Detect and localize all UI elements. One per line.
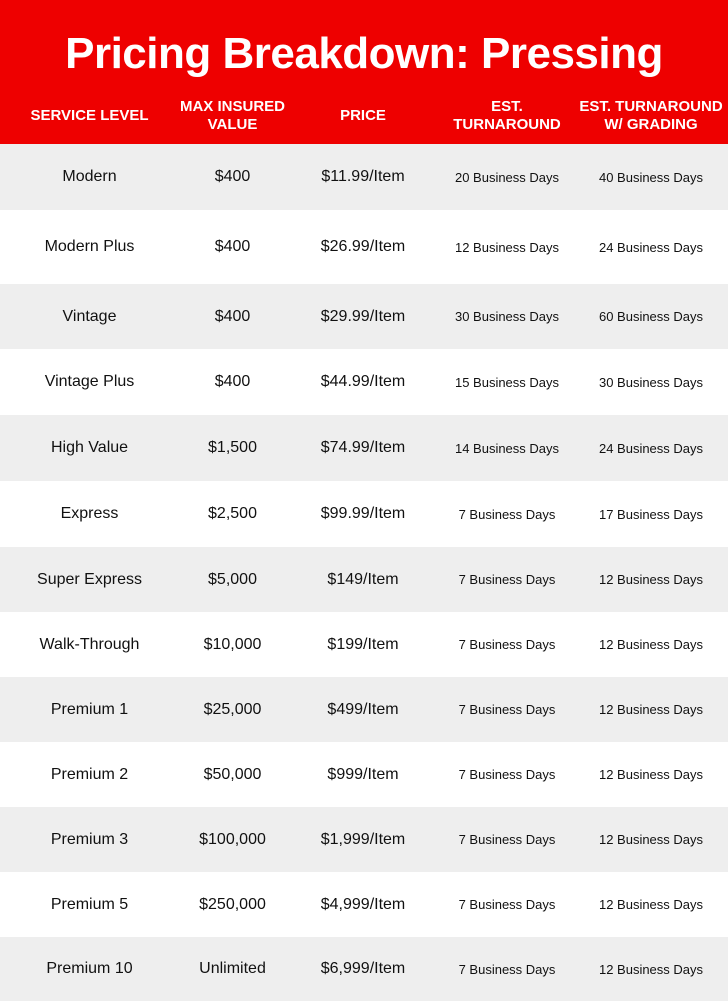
- col-header-max-insured-line2: VALUE: [207, 116, 258, 133]
- cell-est-turnaround-grading: 12 Business Days: [598, 572, 704, 587]
- cell-max-insured-value: $5,000: [208, 570, 257, 588]
- cell-est-turnaround-grading: 40 Business Days: [598, 169, 704, 185]
- cell-service-level: Vintage: [62, 307, 117, 325]
- cell-price: $999/Item: [327, 765, 399, 783]
- cell-est-turnaround-grading: 12 Business Days: [598, 767, 704, 782]
- cell-max-insured-value: $25,000: [203, 700, 262, 718]
- table-row: [0, 415, 728, 481]
- cell-service-level: Walk-Through: [39, 635, 140, 653]
- cell-est-turnaround-grading: 12 Business Days: [598, 961, 704, 977]
- cell-price: $499/Item: [327, 700, 399, 718]
- table-row: [0, 481, 728, 547]
- table-row: [0, 210, 728, 284]
- cell-price: $44.99/Item: [320, 373, 406, 390]
- cell-max-insured-value: $250,000: [199, 895, 266, 913]
- cell-est-turnaround: 15 Business Days: [454, 374, 560, 390]
- cell-service-level: Express: [60, 505, 119, 522]
- col-header-service-level: SERVICE LEVEL: [30, 107, 149, 124]
- cell-service-level: Vintage Plus: [44, 373, 135, 390]
- cell-price: $29.99/Item: [320, 307, 406, 325]
- cell-est-turnaround: 7 Business Days: [458, 961, 556, 977]
- cell-price: $74.99/Item: [320, 439, 406, 456]
- cell-max-insured-value: $1,500: [208, 439, 257, 456]
- cell-est-turnaround-grading: 12 Business Days: [598, 637, 704, 652]
- cell-est-turnaround-grading: 30 Business Days: [598, 374, 704, 390]
- table-row: [0, 612, 728, 677]
- cell-est-turnaround: 7 Business Days: [458, 832, 556, 847]
- cell-est-turnaround: 7 Business Days: [458, 506, 556, 522]
- cell-est-turnaround-grading: 12 Business Days: [598, 702, 704, 717]
- cell-max-insured-value: $400: [214, 307, 251, 325]
- cell-est-turnaround: 7 Business Days: [458, 897, 556, 912]
- cell-price: $149/Item: [327, 570, 399, 588]
- table-header-row: [0, 97, 728, 135]
- col-header-est-turnaround-line2: TURNAROUND: [453, 116, 561, 133]
- cell-service-level: High Value: [50, 439, 129, 456]
- cell-est-turnaround: 7 Business Days: [458, 637, 556, 652]
- header-banner: [0, 0, 728, 144]
- cell-service-level: Premium 3: [50, 830, 129, 848]
- cell-max-insured-value: $400: [214, 168, 251, 185]
- cell-max-insured-value: $100,000: [199, 830, 266, 848]
- cell-est-turnaround-grading: 60 Business Days: [598, 309, 704, 324]
- cell-est-turnaround: 7 Business Days: [458, 702, 556, 717]
- table-row: [0, 284, 728, 349]
- col-header-est-turnaround: [440, 97, 574, 135]
- col-header-est-turnaround-line1: EST.: [491, 98, 523, 115]
- table-row: [0, 742, 728, 807]
- col-header-est-turnaround-grading: [574, 97, 728, 135]
- cell-price: $26.99/Item: [320, 238, 406, 255]
- cell-est-turnaround: 14 Business Days: [454, 440, 560, 456]
- cell-est-turnaround-grading: 24 Business Days: [598, 239, 704, 255]
- page-title: Pricing Breakdown: Pressing: [65, 29, 663, 78]
- cell-est-turnaround-grading: 12 Business Days: [598, 832, 704, 847]
- cell-est-turnaround: 7 Business Days: [458, 767, 556, 782]
- pricing-table-body: [0, 144, 728, 1001]
- col-header-max-insured-line1: MAX INSURED: [179, 98, 285, 115]
- cell-max-insured-value: $400: [214, 238, 251, 255]
- cell-service-level: Modern: [62, 168, 117, 185]
- cell-est-turnaround: 7 Business Days: [458, 572, 556, 587]
- cell-max-insured-value: $400: [214, 373, 251, 390]
- cell-service-level: Super Express: [37, 570, 142, 588]
- col-header-est-grading-line1: EST. TURNAROUND: [579, 98, 723, 115]
- cell-est-turnaround-grading: 17 Business Days: [598, 506, 704, 522]
- cell-price: $99.99/Item: [320, 505, 406, 522]
- cell-price: $11.99/Item: [321, 168, 405, 185]
- col-header-max-insured-value: [179, 97, 286, 135]
- cell-service-level: Premium 10: [46, 960, 133, 977]
- cell-price: $4,999/Item: [320, 895, 406, 913]
- cell-est-turnaround: 30 Business Days: [454, 309, 560, 324]
- cell-max-insured-value: Unlimited: [199, 960, 266, 977]
- cell-price: $1,999/Item: [320, 830, 406, 848]
- table-row: [0, 807, 728, 872]
- table-row: [0, 937, 728, 1001]
- cell-service-level: Premium 1: [50, 700, 129, 718]
- table-row: [0, 872, 728, 937]
- col-header-price: PRICE: [340, 107, 386, 124]
- cell-service-level: Modern Plus: [44, 238, 135, 255]
- cell-price: $6,999/Item: [320, 960, 406, 977]
- table-row: [0, 677, 728, 742]
- col-header-est-grading-line2: W/ GRADING: [604, 116, 698, 133]
- cell-est-turnaround: 12 Business Days: [454, 239, 560, 255]
- cell-est-turnaround: 20 Business Days: [454, 169, 560, 185]
- cell-est-turnaround-grading: 24 Business Days: [598, 440, 704, 456]
- table-row: [0, 349, 728, 415]
- cell-max-insured-value: $2,500: [208, 505, 257, 522]
- cell-service-level: Premium 5: [50, 895, 129, 913]
- table-row: [0, 547, 728, 612]
- cell-est-turnaround-grading: 12 Business Days: [598, 897, 704, 912]
- cell-max-insured-value: $10,000: [203, 635, 262, 653]
- cell-price: $199/Item: [327, 635, 399, 653]
- cell-service-level: Premium 2: [50, 765, 129, 783]
- cell-max-insured-value: $50,000: [203, 765, 262, 783]
- table-row: [0, 144, 728, 210]
